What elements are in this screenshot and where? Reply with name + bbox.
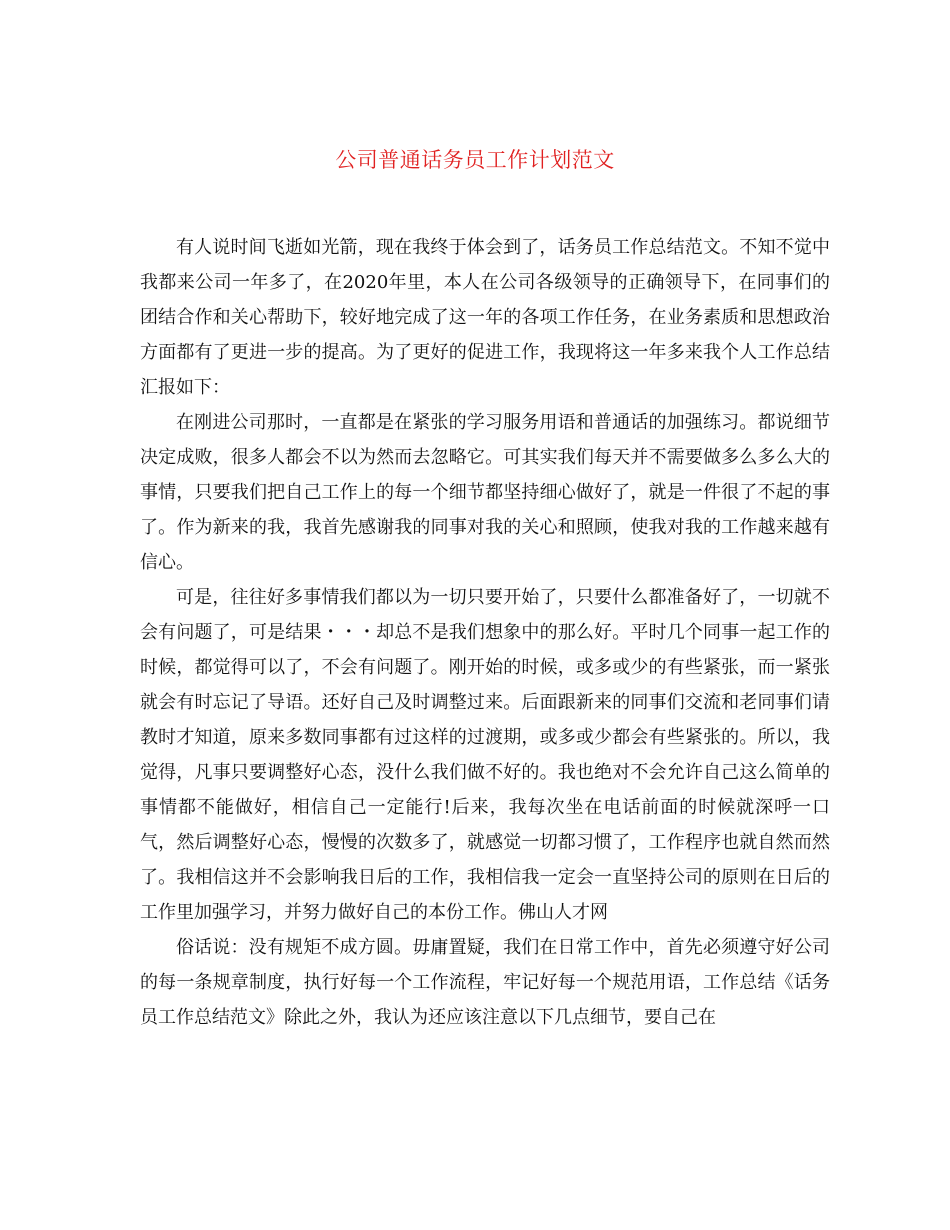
document-body	[140, 230, 830, 1035]
paragraph-4: 俗话说：没有规矩不成方圆。毋庸置疑，我们在日常工作中，首先必须遵守好公司的每一条规章制度，执行好每一个工作流程，牢记好每一个规范用语，工作总结《话务员工作总结范文》除此之外，我认为还应该注意以下几点细节，要自己在	[140, 937, 830, 1028]
paragraph-2: 在刚进公司那时，一直都是在紧张的学习服务用语和普通话的加强练习。都说细节决定成败，很多人都会不以为然而去忽略它。可其实我们每天并不需要做多么多么大的事情，只要我们把自己工作上的每一个细节都坚持细心做好了，就是一件很了不起的事了。作为新来的我，我首先感谢我的同事对我的关心和照顾，使我对我的工作越来越有信心。	[140, 412, 830, 573]
paragraph-3: 可是，往往好多事情我们都以为一切只要开始了，只要什么都准备好了，一切就不会有问题了，可是结果・・・却总不是我们想象中的那么好。平时几个同事一起工作的时候，都觉得可以了，不会有问题了。刚开始的时候，或多或少的有些紧张，而一紧张就会有时忘记了导语。还好自己及时调整过来。后面跟新来的同事们交流和老同事们请教时才知道，原来多数同事都有过这样的过渡期，或多或少都会有些紧张的。所以，我觉得，凡事只要调整好心态，没什么我们做不好的。我也绝对不会允许自己这么简单的事情都不能做好，相信自己一定能行!后来，我每次坐在电话前面的时候就深呼一口气，然后调整好心态，慢慢的次数多了，就感觉一切都习惯了，工作程序也就自然而然了。我相信这并不会影响我日后的工作，我相信我一定会一直坚持公司的原则在日后的工作里加强学习，并努力做好自己的本份工作。佛山人才网	[140, 587, 830, 923]
paragraph-1: 有人说时间飞逝如光箭，现在我终于体会到了，话务员工作总结范文。不知不觉中我都来公司一年多了，在2020年里，本人在公司各级领导的正确领导下，在同事们的团结合作和关心帮助下，较好地完成了这一年的各项工作任务，在业务素质和思想政治方面都有了更进一步的提高。为了更好的促进工作，我现将这一年多来我个人工作总结汇报如下：	[140, 237, 830, 398]
document-title: 公司普通话务员工作计划范文	[335, 148, 615, 172]
